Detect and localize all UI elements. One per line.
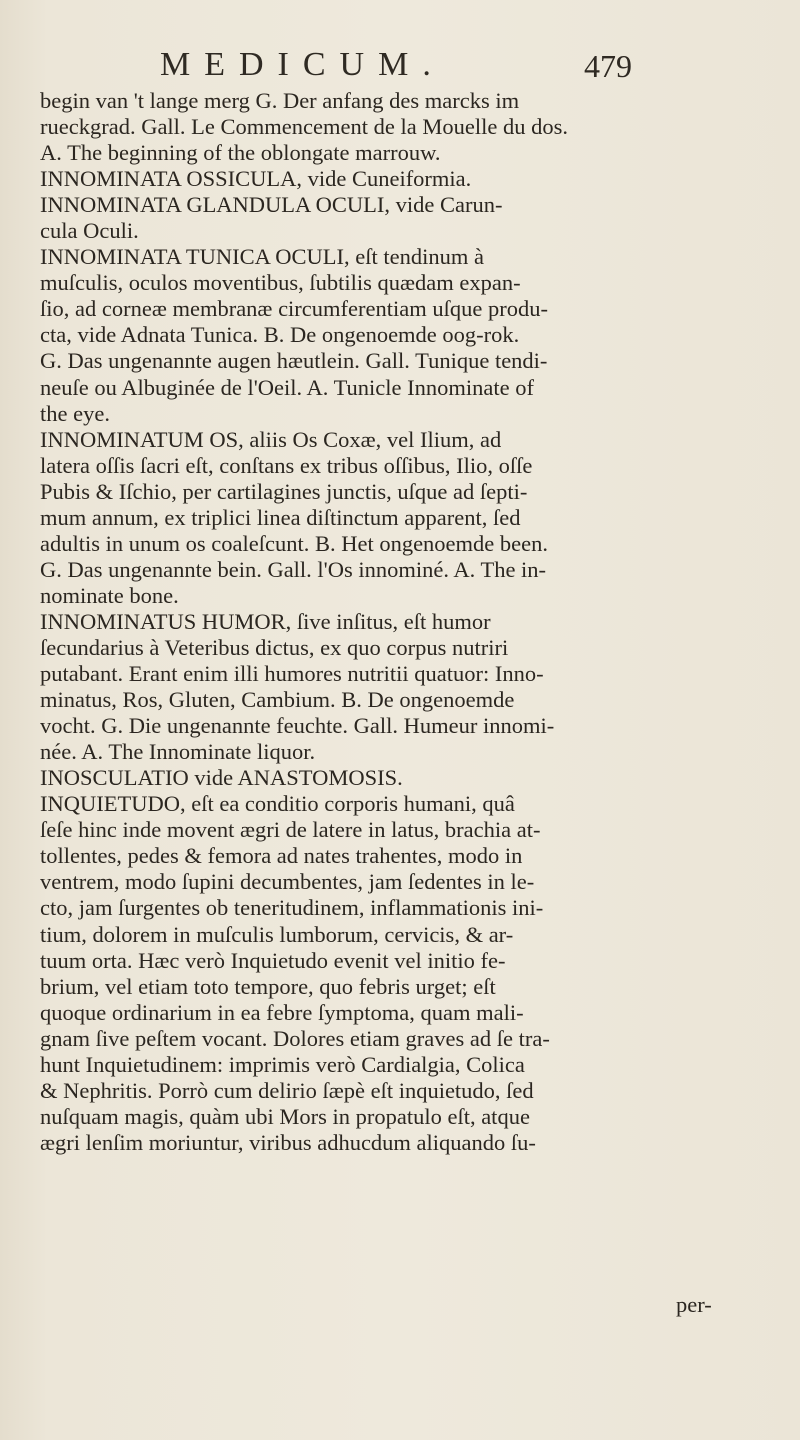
text-line: rueckgrad. Gall. Le Commencement de la Mouelle du dos.: [40, 114, 568, 140]
text-line: ſeſe hinc inde movent ægri de latere in latus, brachia at-: [40, 817, 541, 843]
text-line: G. Das ungenannte bein. Gall. l'Os innominé. A. The in-: [40, 556, 547, 582]
text-line: A. The beginning of the oblongate marrouw.: [40, 140, 441, 166]
text-line: tollentes, pedes & femora ad nates trahentes, modo in: [40, 843, 523, 869]
text-line: INQUIETUDO, eſt ea conditio corporis humani, quâ: [40, 791, 515, 817]
text-line: tium, dolorem in muſculis lumborum, cervicis, & ar-: [40, 921, 514, 947]
text-line: INNOMINATA GLANDULA OCULI, vide Carun-: [40, 192, 503, 218]
body-text: [40, 88, 760, 1156]
catchword: per-: [676, 1292, 712, 1317]
text-line: G. Das ungenannte augen hæutlein. Gall. Tunique tendi-: [40, 348, 548, 374]
text-line: minatus, Ros, Gluten, Cambium. B. De ongenoemde: [40, 687, 515, 713]
text-line: INNOMINATUM OS, aliis Os Coxæ, vel Ilium, ad: [40, 426, 502, 452]
page-number: 479: [584, 48, 632, 84]
text-line: begin van 't lange merg G. Der anfang des marcks im: [40, 88, 520, 113]
text-line: nuſquam magis, quàm ubi Mors in propatulo eſt, atque: [40, 1103, 530, 1129]
text-line: vocht. G. Die ungenannte feuchte. Gall. Humeur innomi-: [40, 713, 555, 739]
text-line: hunt Inquietudinem: imprimis verò Cardialgia, Colica: [40, 1051, 525, 1077]
page-header: [0, 40, 800, 88]
text-line: neuſe ou Albuginée de l'Oeil. A. Tunicle Innominate of: [40, 374, 534, 400]
text-line: adultis in unum os coaleſcunt. B. Het ongenoemde been.: [40, 530, 549, 556]
text-line: Pubis & Iſchio, per cartilagines junctis, uſque ad ſepti-: [40, 478, 528, 504]
text-line: & Nephritis. Porrò cum delirio ſæpè eſt inquietudo, ſed: [40, 1077, 534, 1103]
text-line: latera oſſis ſacri eſt, conſtans ex tribus oſſibus, Ilio, oſſe: [40, 452, 533, 478]
text-line: gnam ſive peſtem vocant. Dolores etiam graves ad ſe tra-: [40, 1025, 550, 1051]
text-line: ſio, ad corneæ membranæ circumferentiam uſque produ-: [40, 296, 548, 322]
text-line: ſecundarius à Veteribus dictus, ex quo corpus nutriri: [40, 634, 509, 660]
text-line: INNOMINATUS HUMOR, ſive inſitus, eſt humor: [40, 608, 491, 634]
text-line: muſculis, oculos moventibus, ſubtilis quædam expan-: [40, 270, 521, 296]
text-line: ægri lenſim moriuntur, viribus adhucdum aliquando ſu-: [40, 1129, 536, 1155]
text-line: the eye.: [40, 400, 110, 426]
text-line: nominate bone.: [40, 582, 179, 608]
text-line: mum annum, ex triplici linea diſtinctum apparent, ſed: [40, 504, 521, 530]
text-line: ventrem, modo ſupini decumbentes, jam ſedentes in le-: [40, 869, 535, 895]
text-line: quoque ordinarium in ea febre ſymptoma, quam mali-: [40, 999, 524, 1025]
text-line: née. A. The Innominate liquor.: [40, 739, 316, 765]
text-line: tuum orta. Hæc verò Inquietudo evenit vel initio fe-: [40, 947, 506, 973]
text-line: cto, jam ſurgentes ob teneritudinem, inflammationis ini-: [40, 895, 544, 921]
text-line: putabant. Erant enim illi humores nutritii quatuor: Inno-: [40, 661, 544, 687]
text-line: brium, vel etiam toto tempore, quo febris urget; eſt: [40, 973, 496, 999]
text-line: cula Oculi.: [40, 218, 139, 244]
text-line: INNOMINATA TUNICA OCULI, eſt tendinum à: [40, 244, 484, 270]
text-line: INNOMINATA OSSICULA, vide Cuneiformia.: [40, 166, 472, 192]
running-head: MEDICUM.: [160, 46, 445, 83]
text-line: cta, vide Adnata Tunica. B. De ongenoemde oog-rok.: [40, 322, 520, 348]
text-line: INOSCULATIO vide ANASTOMOSIS.: [40, 765, 403, 791]
